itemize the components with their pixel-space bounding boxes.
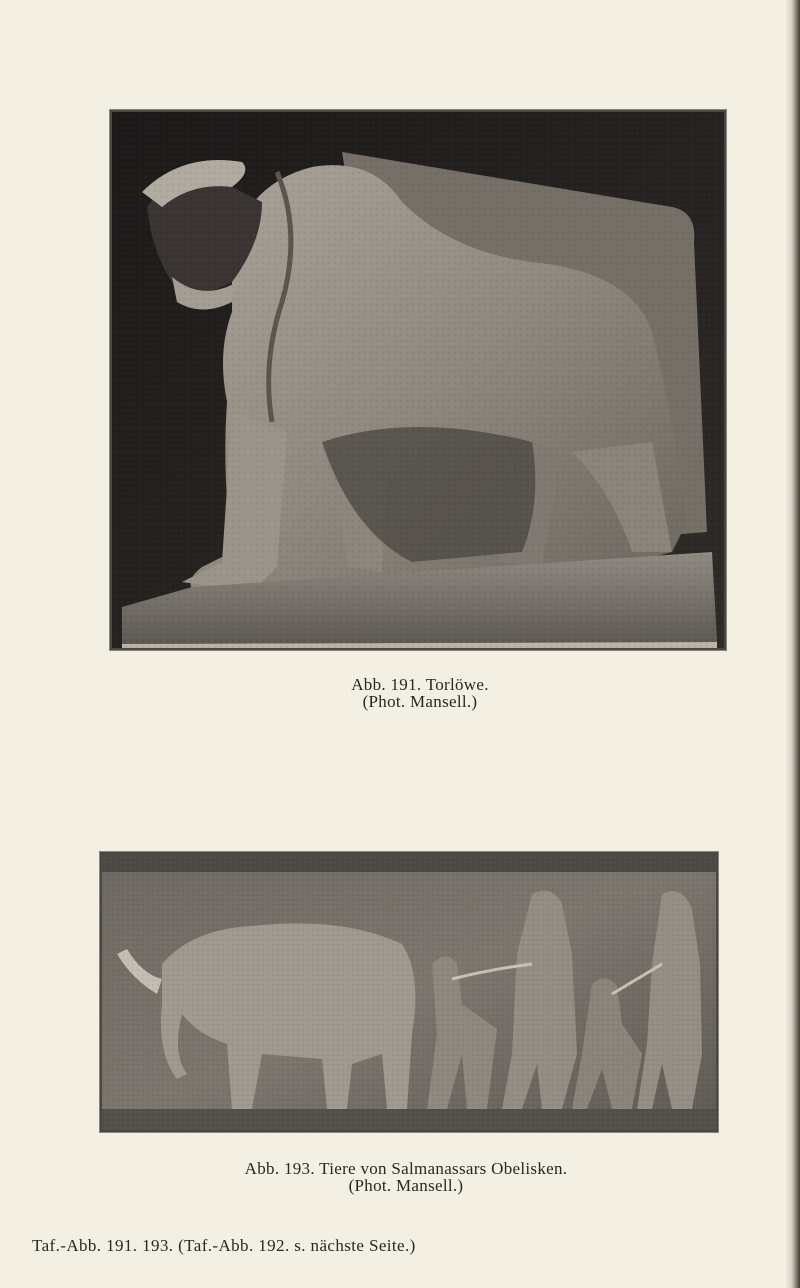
plate-reference-footer: Taf.-Abb. 191. 193. (Taf.-Abb. 192. s. nächste Seite.): [32, 1236, 416, 1255]
obelisk-relief-photograph: [100, 852, 718, 1132]
figure-193-caption-credit: (Phot. Mansell.): [348, 1176, 464, 1195]
figure-191-caption-title: Abb. 191. Torlöwe.: [351, 675, 489, 694]
figure-191-caption: [20, 676, 800, 710]
figure-193-caption-title: Abb. 193. Tiere von Salmanassars Obelisken.: [244, 1159, 568, 1178]
torloewe-image: [112, 112, 724, 648]
figure-193-caption: [6, 1160, 800, 1194]
obelisk-relief-image: [102, 854, 716, 1130]
torloewe-photograph: [110, 110, 726, 650]
figure-191-caption-credit: (Phot. Mansell.): [362, 692, 478, 711]
page-binding-edge: [786, 0, 800, 1288]
